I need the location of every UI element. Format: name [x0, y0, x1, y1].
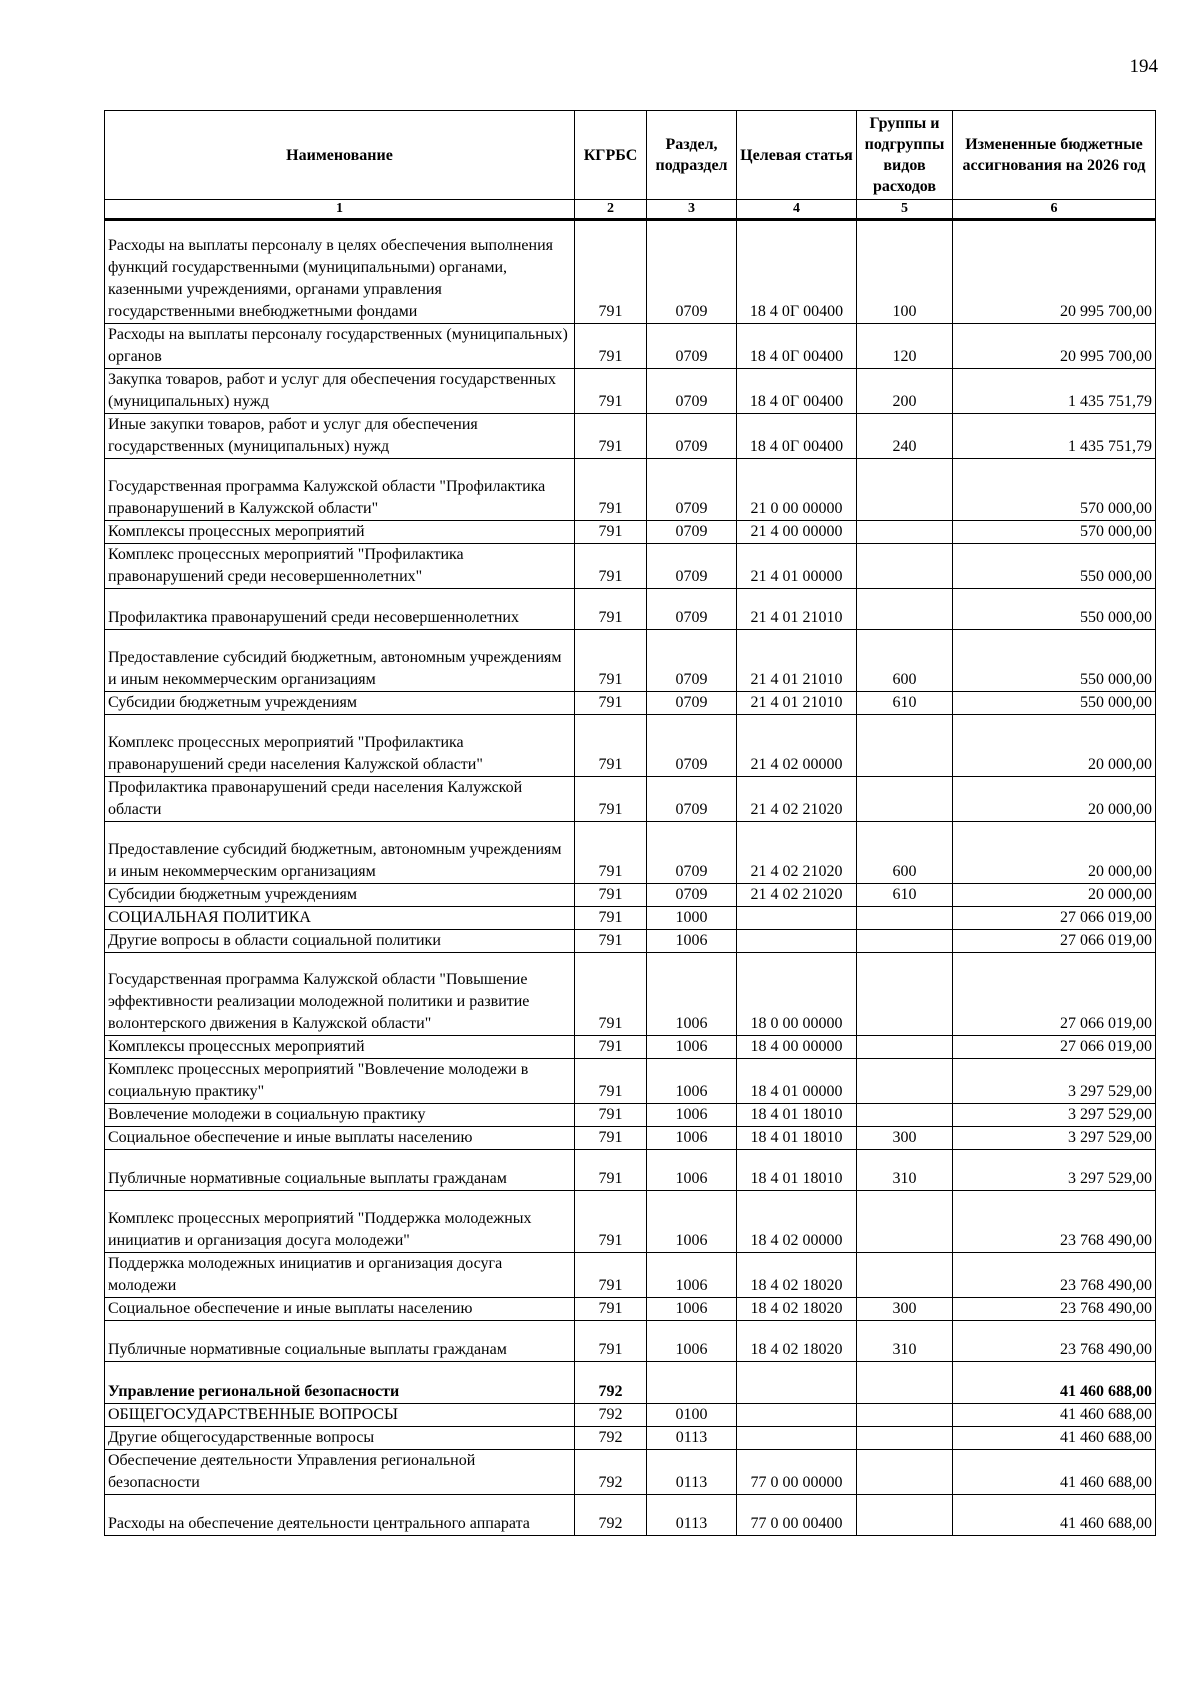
header-kgrbs: КГРБС	[575, 111, 647, 200]
row-target-cell: 77 0 00 00400	[737, 1495, 857, 1536]
row-section-cell: 1006	[647, 1298, 737, 1321]
page-number: 194	[1129, 56, 1158, 77]
row-target-cell: 18 4 01 18010	[737, 1104, 857, 1127]
row-target-cell: 21 4 01 00000	[737, 544, 857, 589]
row-group-cell	[857, 544, 953, 589]
table-row	[105, 1298, 1156, 1321]
row-amount-cell: 27 066 019,00	[953, 1036, 1156, 1059]
row-amount-cell: 570 000,00	[953, 521, 1156, 544]
column-number: 2	[575, 200, 647, 220]
row-target-cell: 77 0 00 00000	[737, 1450, 857, 1495]
row-kgrbs-cell: 791	[575, 930, 647, 953]
row-name-cell: СОЦИАЛЬНАЯ ПОЛИТИКА	[105, 907, 575, 930]
table-row	[105, 414, 1156, 459]
row-target-cell: 21 4 00 00000	[737, 521, 857, 544]
row-target-cell: 18 4 01 18010	[737, 1150, 857, 1191]
row-group-cell	[857, 1191, 953, 1253]
row-kgrbs-cell: 791	[575, 369, 647, 414]
table-row	[105, 1253, 1156, 1298]
row-group-cell	[857, 777, 953, 822]
row-name-cell: Управление региональной безопасности	[105, 1362, 575, 1404]
row-amount-cell: 3 297 529,00	[953, 1150, 1156, 1191]
table-row	[105, 822, 1156, 884]
row-section-cell: 0113	[647, 1427, 737, 1450]
row-kgrbs-cell: 792	[575, 1495, 647, 1536]
row-target-cell: 18 4 0Г 00400	[737, 369, 857, 414]
table-row	[105, 324, 1156, 369]
row-group-cell: 120	[857, 324, 953, 369]
table-row	[105, 1104, 1156, 1127]
row-section-cell	[647, 1362, 737, 1404]
header-amount: Измененные бюджетные ассигнования на 2026 год	[953, 111, 1156, 200]
row-section-cell: 0709	[647, 521, 737, 544]
row-name-cell: Публичные нормативные социальные выплаты гражданам	[105, 1321, 575, 1362]
row-name-cell: Комплекс процессных мероприятий "Вовлечение молодежи в социальную практику"	[105, 1059, 575, 1104]
header-group: Группы и подгруппы видов расходов	[857, 111, 953, 200]
row-section-cell: 0709	[647, 630, 737, 692]
table-row	[105, 777, 1156, 822]
row-kgrbs-cell: 792	[575, 1362, 647, 1404]
row-amount-cell: 550 000,00	[953, 692, 1156, 715]
row-name-cell: Расходы на обеспечение деятельности центрального аппарата	[105, 1495, 575, 1536]
row-section-cell: 1006	[647, 930, 737, 953]
row-group-cell	[857, 1450, 953, 1495]
row-amount-cell: 41 460 688,00	[953, 1450, 1156, 1495]
table-row	[105, 1362, 1156, 1404]
row-group-cell	[857, 715, 953, 777]
row-kgrbs-cell: 791	[575, 1298, 647, 1321]
row-section-cell: 0709	[647, 220, 737, 324]
row-section-cell: 1006	[647, 1127, 737, 1150]
row-amount-cell: 20 000,00	[953, 822, 1156, 884]
row-target-cell: 21 4 02 21020	[737, 822, 857, 884]
row-kgrbs-cell: 791	[575, 414, 647, 459]
row-section-cell: 0709	[647, 589, 737, 630]
table-row	[105, 630, 1156, 692]
row-group-cell	[857, 1404, 953, 1427]
row-name-cell: Предоставление субсидий бюджетным, автономным учреждениям и иным некоммерческим организациям	[105, 630, 575, 692]
row-kgrbs-cell: 791	[575, 220, 647, 324]
row-amount-cell: 1 435 751,79	[953, 414, 1156, 459]
table-row	[105, 1127, 1156, 1150]
row-section-cell: 1006	[647, 1253, 737, 1298]
table-body	[105, 220, 1156, 1536]
row-section-cell: 0709	[647, 715, 737, 777]
row-section-cell: 1006	[647, 1104, 737, 1127]
table-row	[105, 953, 1156, 1036]
row-section-cell: 0113	[647, 1450, 737, 1495]
row-amount-cell: 20 000,00	[953, 884, 1156, 907]
column-number: 3	[647, 200, 737, 220]
row-amount-cell: 23 768 490,00	[953, 1191, 1156, 1253]
budget-table	[104, 110, 1156, 1536]
row-target-cell	[737, 1404, 857, 1427]
row-kgrbs-cell: 791	[575, 1059, 647, 1104]
row-target-cell: 21 4 01 21010	[737, 630, 857, 692]
table-row	[105, 459, 1156, 521]
row-kgrbs-cell: 791	[575, 459, 647, 521]
row-kgrbs-cell: 791	[575, 953, 647, 1036]
row-group-cell	[857, 521, 953, 544]
row-group-cell	[857, 1059, 953, 1104]
row-target-cell: 18 4 0Г 00400	[737, 324, 857, 369]
row-name-cell: Вовлечение молодежи в социальную практику	[105, 1104, 575, 1127]
row-target-cell: 18 4 00 00000	[737, 1036, 857, 1059]
row-target-cell	[737, 1362, 857, 1404]
row-name-cell: Закупка товаров, работ и услуг для обеспечения государственных (муниципальных) нужд	[105, 369, 575, 414]
table-row	[105, 884, 1156, 907]
row-kgrbs-cell: 791	[575, 1150, 647, 1191]
table-row	[105, 1036, 1156, 1059]
row-target-cell: 18 0 00 00000	[737, 953, 857, 1036]
row-amount-cell: 27 066 019,00	[953, 907, 1156, 930]
row-group-cell: 600	[857, 822, 953, 884]
row-amount-cell: 41 460 688,00	[953, 1362, 1156, 1404]
row-target-cell: 21 4 02 21020	[737, 884, 857, 907]
row-kgrbs-cell: 792	[575, 1404, 647, 1427]
row-kgrbs-cell: 791	[575, 1321, 647, 1362]
table-row	[105, 1427, 1156, 1450]
row-group-cell	[857, 930, 953, 953]
row-group-cell	[857, 1495, 953, 1536]
header-name: Наименование	[105, 111, 575, 200]
row-group-cell	[857, 1104, 953, 1127]
row-amount-cell: 41 460 688,00	[953, 1495, 1156, 1536]
row-group-cell: 240	[857, 414, 953, 459]
row-amount-cell: 3 297 529,00	[953, 1104, 1156, 1127]
row-target-cell: 18 4 0Г 00400	[737, 220, 857, 324]
row-group-cell	[857, 589, 953, 630]
row-kgrbs-cell: 791	[575, 589, 647, 630]
column-numbers-row	[105, 200, 1156, 220]
row-name-cell: Комплексы процессных мероприятий	[105, 521, 575, 544]
header-section: Раздел, подраздел	[647, 111, 737, 200]
row-kgrbs-cell: 791	[575, 1104, 647, 1127]
row-amount-cell: 570 000,00	[953, 459, 1156, 521]
row-amount-cell: 23 768 490,00	[953, 1253, 1156, 1298]
row-target-cell: 21 4 01 21010	[737, 589, 857, 630]
row-amount-cell: 3 297 529,00	[953, 1127, 1156, 1150]
row-section-cell: 1006	[647, 1059, 737, 1104]
row-name-cell: Государственная программа Калужской области "Профилактика правонарушений в Калужской области"	[105, 459, 575, 521]
row-target-cell: 18 4 02 18020	[737, 1321, 857, 1362]
row-name-cell: Другие вопросы в области социальной политики	[105, 930, 575, 953]
row-amount-cell: 550 000,00	[953, 589, 1156, 630]
row-name-cell: Расходы на выплаты персоналу государственных (муниципальных) органов	[105, 324, 575, 369]
row-amount-cell: 23 768 490,00	[953, 1321, 1156, 1362]
row-name-cell: Поддержка молодежных инициатив и организация досуга молодежи	[105, 1253, 575, 1298]
table-row	[105, 369, 1156, 414]
row-amount-cell: 27 066 019,00	[953, 953, 1156, 1036]
row-name-cell: Профилактика правонарушений среди несовершеннолетних	[105, 589, 575, 630]
column-number: 5	[857, 200, 953, 220]
row-kgrbs-cell: 791	[575, 1127, 647, 1150]
row-kgrbs-cell: 791	[575, 884, 647, 907]
row-section-cell: 0709	[647, 369, 737, 414]
row-name-cell: Субсидии бюджетным учреждениям	[105, 884, 575, 907]
row-amount-cell: 23 768 490,00	[953, 1298, 1156, 1321]
row-group-cell: 310	[857, 1321, 953, 1362]
row-target-cell	[737, 1427, 857, 1450]
table-row	[105, 930, 1156, 953]
row-section-cell: 0100	[647, 1404, 737, 1427]
table-row	[105, 521, 1156, 544]
row-section-cell: 0709	[647, 544, 737, 589]
row-group-cell	[857, 1036, 953, 1059]
row-section-cell: 1006	[647, 953, 737, 1036]
row-name-cell: Комплекс процессных мероприятий "Профилактика правонарушений среди населения Калужской области"	[105, 715, 575, 777]
row-kgrbs-cell: 791	[575, 907, 647, 930]
row-name-cell: Предоставление субсидий бюджетным, автономным учреждениям и иным некоммерческим организациям	[105, 822, 575, 884]
table-row	[105, 907, 1156, 930]
row-amount-cell: 20 995 700,00	[953, 324, 1156, 369]
row-target-cell: 18 4 0Г 00400	[737, 414, 857, 459]
row-name-cell: Профилактика правонарушений среди населения Калужской области	[105, 777, 575, 822]
row-name-cell: Расходы на выплаты персоналу в целях обеспечения выполнения функций государственными (муниципальными) органами, казенными учреждениями, органами управления государственными внебюджетными фондами	[105, 220, 575, 324]
row-group-cell: 300	[857, 1127, 953, 1150]
row-kgrbs-cell: 791	[575, 324, 647, 369]
column-number: 6	[953, 200, 1156, 220]
row-kgrbs-cell: 792	[575, 1427, 647, 1450]
row-section-cell: 0709	[647, 459, 737, 521]
row-name-cell: Государственная программа Калужской области "Повышение эффективности реализации молодежной политики и развитие волонтерского движения в Калужской области"	[105, 953, 575, 1036]
row-kgrbs-cell: 791	[575, 777, 647, 822]
row-group-cell	[857, 1253, 953, 1298]
row-kgrbs-cell: 791	[575, 630, 647, 692]
row-amount-cell: 20 000,00	[953, 715, 1156, 777]
row-amount-cell: 550 000,00	[953, 544, 1156, 589]
row-kgrbs-cell: 791	[575, 1036, 647, 1059]
table-row	[105, 1450, 1156, 1495]
row-name-cell: Публичные нормативные социальные выплаты гражданам	[105, 1150, 575, 1191]
row-section-cell: 0709	[647, 822, 737, 884]
row-kgrbs-cell: 791	[575, 544, 647, 589]
row-section-cell: 0709	[647, 884, 737, 907]
row-target-cell	[737, 930, 857, 953]
header-target: Целевая статья	[737, 111, 857, 200]
row-target-cell: 21 4 02 00000	[737, 715, 857, 777]
row-target-cell: 18 4 02 00000	[737, 1191, 857, 1253]
row-group-cell	[857, 907, 953, 930]
column-number: 1	[105, 200, 575, 220]
column-number: 4	[737, 200, 857, 220]
table-row	[105, 715, 1156, 777]
table-row	[105, 1059, 1156, 1104]
row-amount-cell: 550 000,00	[953, 630, 1156, 692]
row-group-cell: 310	[857, 1150, 953, 1191]
row-section-cell: 1000	[647, 907, 737, 930]
row-group-cell: 610	[857, 884, 953, 907]
row-name-cell: Социальное обеспечение и иные выплаты населению	[105, 1127, 575, 1150]
row-amount-cell: 20 995 700,00	[953, 220, 1156, 324]
row-group-cell	[857, 953, 953, 1036]
row-group-cell: 300	[857, 1298, 953, 1321]
row-section-cell: 0113	[647, 1495, 737, 1536]
row-name-cell: Обеспечение деятельности Управления региональной безопасности	[105, 1450, 575, 1495]
row-amount-cell: 41 460 688,00	[953, 1404, 1156, 1427]
table-row	[105, 544, 1156, 589]
table-row	[105, 589, 1156, 630]
row-group-cell	[857, 1362, 953, 1404]
row-section-cell: 0709	[647, 414, 737, 459]
row-kgrbs-cell: 791	[575, 822, 647, 884]
row-section-cell: 1006	[647, 1036, 737, 1059]
row-target-cell	[737, 907, 857, 930]
row-section-cell: 0709	[647, 324, 737, 369]
row-target-cell: 21 4 02 21020	[737, 777, 857, 822]
row-target-cell: 18 4 02 18020	[737, 1298, 857, 1321]
row-target-cell: 18 4 01 00000	[737, 1059, 857, 1104]
row-amount-cell: 3 297 529,00	[953, 1059, 1156, 1104]
row-name-cell: Иные закупки товаров, работ и услуг для обеспечения государственных (муниципальных) нужд	[105, 414, 575, 459]
row-group-cell	[857, 459, 953, 521]
row-group-cell: 610	[857, 692, 953, 715]
row-group-cell: 200	[857, 369, 953, 414]
table-row	[105, 1404, 1156, 1427]
row-kgrbs-cell: 792	[575, 1450, 647, 1495]
row-name-cell: Комплексы процессных мероприятий	[105, 1036, 575, 1059]
row-target-cell: 18 4 02 18020	[737, 1253, 857, 1298]
row-kgrbs-cell: 791	[575, 1253, 647, 1298]
row-target-cell: 21 0 00 00000	[737, 459, 857, 521]
row-section-cell: 1006	[647, 1150, 737, 1191]
row-name-cell: Субсидии бюджетным учреждениям	[105, 692, 575, 715]
row-name-cell: ОБЩЕГОСУДАРСТВЕННЫЕ ВОПРОСЫ	[105, 1404, 575, 1427]
row-amount-cell: 41 460 688,00	[953, 1427, 1156, 1450]
row-kgrbs-cell: 791	[575, 692, 647, 715]
row-group-cell: 600	[857, 630, 953, 692]
row-section-cell: 1006	[647, 1321, 737, 1362]
row-kgrbs-cell: 791	[575, 715, 647, 777]
row-kgrbs-cell: 791	[575, 521, 647, 544]
row-amount-cell: 20 000,00	[953, 777, 1156, 822]
row-name-cell: Социальное обеспечение и иные выплаты населению	[105, 1298, 575, 1321]
table-row	[105, 1191, 1156, 1253]
table-row	[105, 1150, 1156, 1191]
table-row	[105, 1495, 1156, 1536]
row-section-cell: 0709	[647, 692, 737, 715]
row-section-cell: 1006	[647, 1191, 737, 1253]
row-name-cell: Комплекс процессных мероприятий "Поддержка молодежных инициатив и организация досуга молодежи"	[105, 1191, 575, 1253]
row-kgrbs-cell: 791	[575, 1191, 647, 1253]
row-amount-cell: 27 066 019,00	[953, 930, 1156, 953]
row-target-cell: 21 4 01 21010	[737, 692, 857, 715]
table-row	[105, 1321, 1156, 1362]
table-row	[105, 692, 1156, 715]
table-header-row	[105, 111, 1156, 200]
row-group-cell	[857, 1427, 953, 1450]
table-row	[105, 220, 1156, 324]
row-name-cell: Комплекс процессных мероприятий "Профилактика правонарушений среди несовершеннолетних"	[105, 544, 575, 589]
row-target-cell: 18 4 01 18010	[737, 1127, 857, 1150]
row-section-cell: 0709	[647, 777, 737, 822]
row-amount-cell: 1 435 751,79	[953, 369, 1156, 414]
row-group-cell: 100	[857, 220, 953, 324]
row-name-cell: Другие общегосударственные вопросы	[105, 1427, 575, 1450]
